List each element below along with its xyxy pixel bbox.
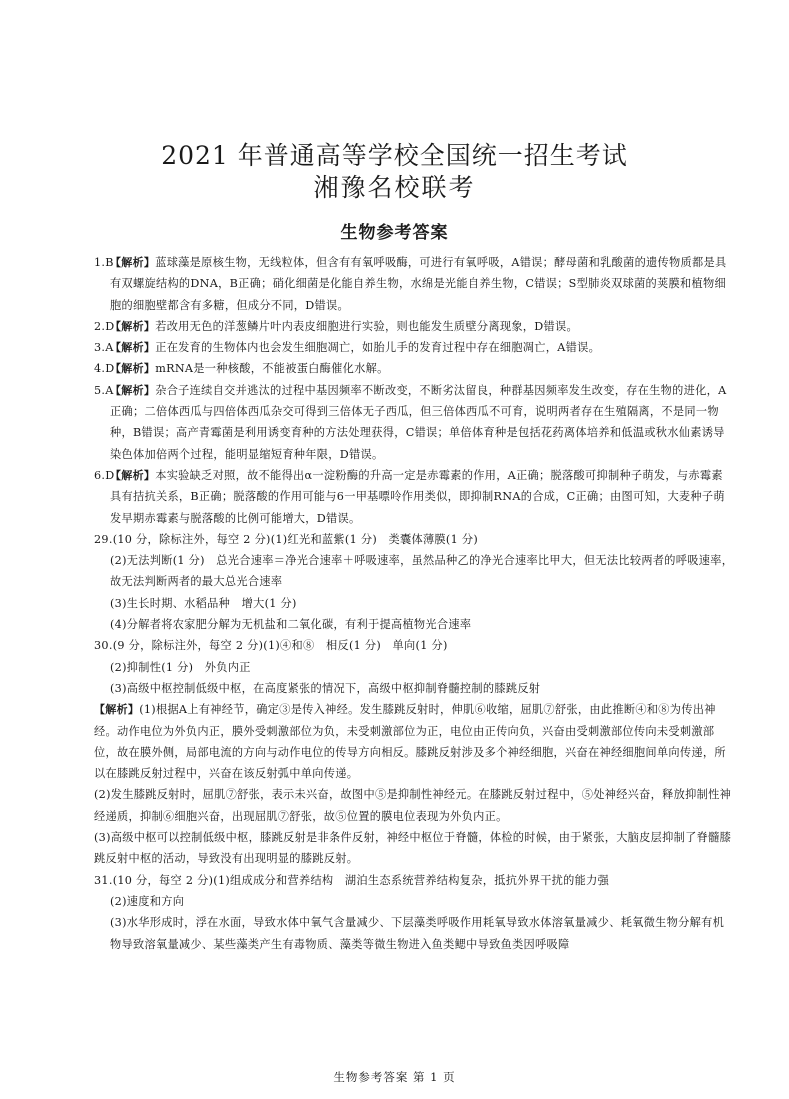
answer-item-5: 5.A 【解析】杂合子连续自交并逃汰的过程中基因频率不断改变，不断劣汰留良，种群基因频率发生改变，存在生物的进化，A正确；二倍体西瓜与四倍体西瓜杂交可得到三倍体无子西瓜，但三倍体西瓜不可育，说明两者存在生殖隔离，不是同一物种，B错误；高产青霉菌是利用诱变育种的方法处理获得，C错误；单倍体育种是包括花药离体培养和低温或秋水仙素诱导染色体加倍两个过程，能明显缩短育种年限，D错误。 [94,383,727,461]
question-31-line: (3)水华形成时，浮在水面，导致水体中氧气含量减少、下层藻类呼吸作用耗氧导致水体溶氧量减少、耗氧微生物分解有机物导致溶氧量减少、某些藻类产生有毒物质、藻类等微生物进入鱼类鳃中导致鱼类因呼吸障 [110,916,725,951]
answer-content [94,252,734,955]
question-31-head: 31.(10 分，每空 2 分)(1)组成成分和营养结构 湖泊生态系统营养结构复杂，抵抗外界干扰的能力强 [94,873,610,887]
answer-item-1: 1.B 【解析】蓝球藻是原核生物，无线粒体，但含有有氧呼吸酶，可进行有氧呼吸，A错误；酵母菌和乳酸菌的遗传物质都是具有双螺旋结构的DNA，B正确；硝化细菌是化能自养生物，水绵是光能自养生物，C错误；S型肺炎双球菌的荚膜和植物细胞的细胞壁都含有多糖，但成分不同，D错误。 [94,256,727,312]
question-29-line: (2)无法判断(1 分) 总光合速率＝净光合速率＋呼吸速率，虽然品种乙的净光合速率比甲大，但无法比较两者的呼吸速率，故无法判断两者的最大总光合速率 [110,554,734,589]
question-29-line: (3)生长时期、水稻品种 增大(1 分) [110,596,297,610]
answer-item-2: 2.D 【解析】若改用无色的洋葱鳞片叶内表皮细胞进行实验，则也能发生质壁分离现象，D错误。 [94,319,579,333]
question-30-analysis-part: (2)发生膝跳反射时，屈肌⑦舒张，表示未兴奋，故图中⑤是抑制性神经元。在膝跳反射过程中，⑤处神经兴奋，释放抑制性神经递质，抑制⑥细胞兴奋，出现屈肌⑦舒张，故⑤位置的膜电位表现为外负内正。 [94,788,732,823]
question-31 [94,870,734,955]
question-31-line: (2)速度和方向 [110,894,185,908]
question-29 [94,529,734,635]
section-title: 生物参考答案 [340,223,449,243]
question-29-line: (4)分解者将农家肥分解为无机盐和二氧化碳，有利于提高植物光合速率 [110,618,472,632]
question-30-analysis-part: (3)高级中枢可以控制低级中枢，膝跳反射是非条件反射，神经中枢位于脊髓，体检的时候，由于紧张，大脑皮层抑制了脊髓膝跳反射中枢的活动，导致没有出现明显的膝跳反射。 [94,831,732,866]
question-30-head: 30.(9 分，除标注外，每空 2 分)(1)④和⑧ 相反(1 分) 单向(1 分) [94,639,448,653]
question-30-line: (3)高级中枢控制低级中枢，在高度紧张的情况下，高级中枢抑制脊髓控制的膝跳反射 [110,681,541,695]
exam-subtitle: 湘豫名校联考 [313,173,476,202]
question-30-analysis: 【解析】(1)根据A上有神经节，确定③是传入神经。发生膝跳反射时，伸肌⑥收缩，屈肌⑦舒张，由此推断④和⑧为传出神经。动作电位为外负内正，膜外受刺激部位为负，未受刺激部位为正，电位由正传向负，兴奋由受刺激部位传向未受刺激部位，故在膜外侧，局部电流的方向与动作电位的传导方向相反。膝跳反射涉及多个神经细胞，兴奋在神经细胞间单向传递，所以在膝跳反射过程中，兴奋在该反射弧中单向传递。 [94,703,726,781]
answer-item-6: 6.D 【解析】本实验缺乏对照，故不能得出α一淀粉酶的升高一定是赤霉素的作用，A正确；脱落酸可抑制种子萌发，与赤霉素具有拮抗关系，B正确；脱落酸的作用可能与6一甲基嘌呤作用类似，即抑制RNA的合成，C正确；由图可知，大麦种子萌发早期赤霉素与脱落酸的比例可能增大，D错误。 [94,468,725,525]
question-30-line: (2)抑制性(1 分) 外负内正 [110,660,251,674]
answer-item-4: 4.D 【解析】mRNA是一种核酸，不能被蛋白酶催化水解。 [94,362,389,376]
exam-title: 2021 年普通高等学校全国统一招生考试 [161,141,628,170]
answer-item-3: 3.A 【解析】正在发育的生物体内也会发生细胞凋亡，如胎儿手的发育过程中存在细胞凋亡，A错误。 [94,341,601,355]
question-29-head: 29.(10 分，除标注外，每空 2 分)(1)红光和蓝紫(1 分) 类囊体薄膜(1 分) [94,532,479,546]
question-30 [94,635,734,869]
page-footer: 生物参考答案 第 1 页 [333,1070,456,1084]
